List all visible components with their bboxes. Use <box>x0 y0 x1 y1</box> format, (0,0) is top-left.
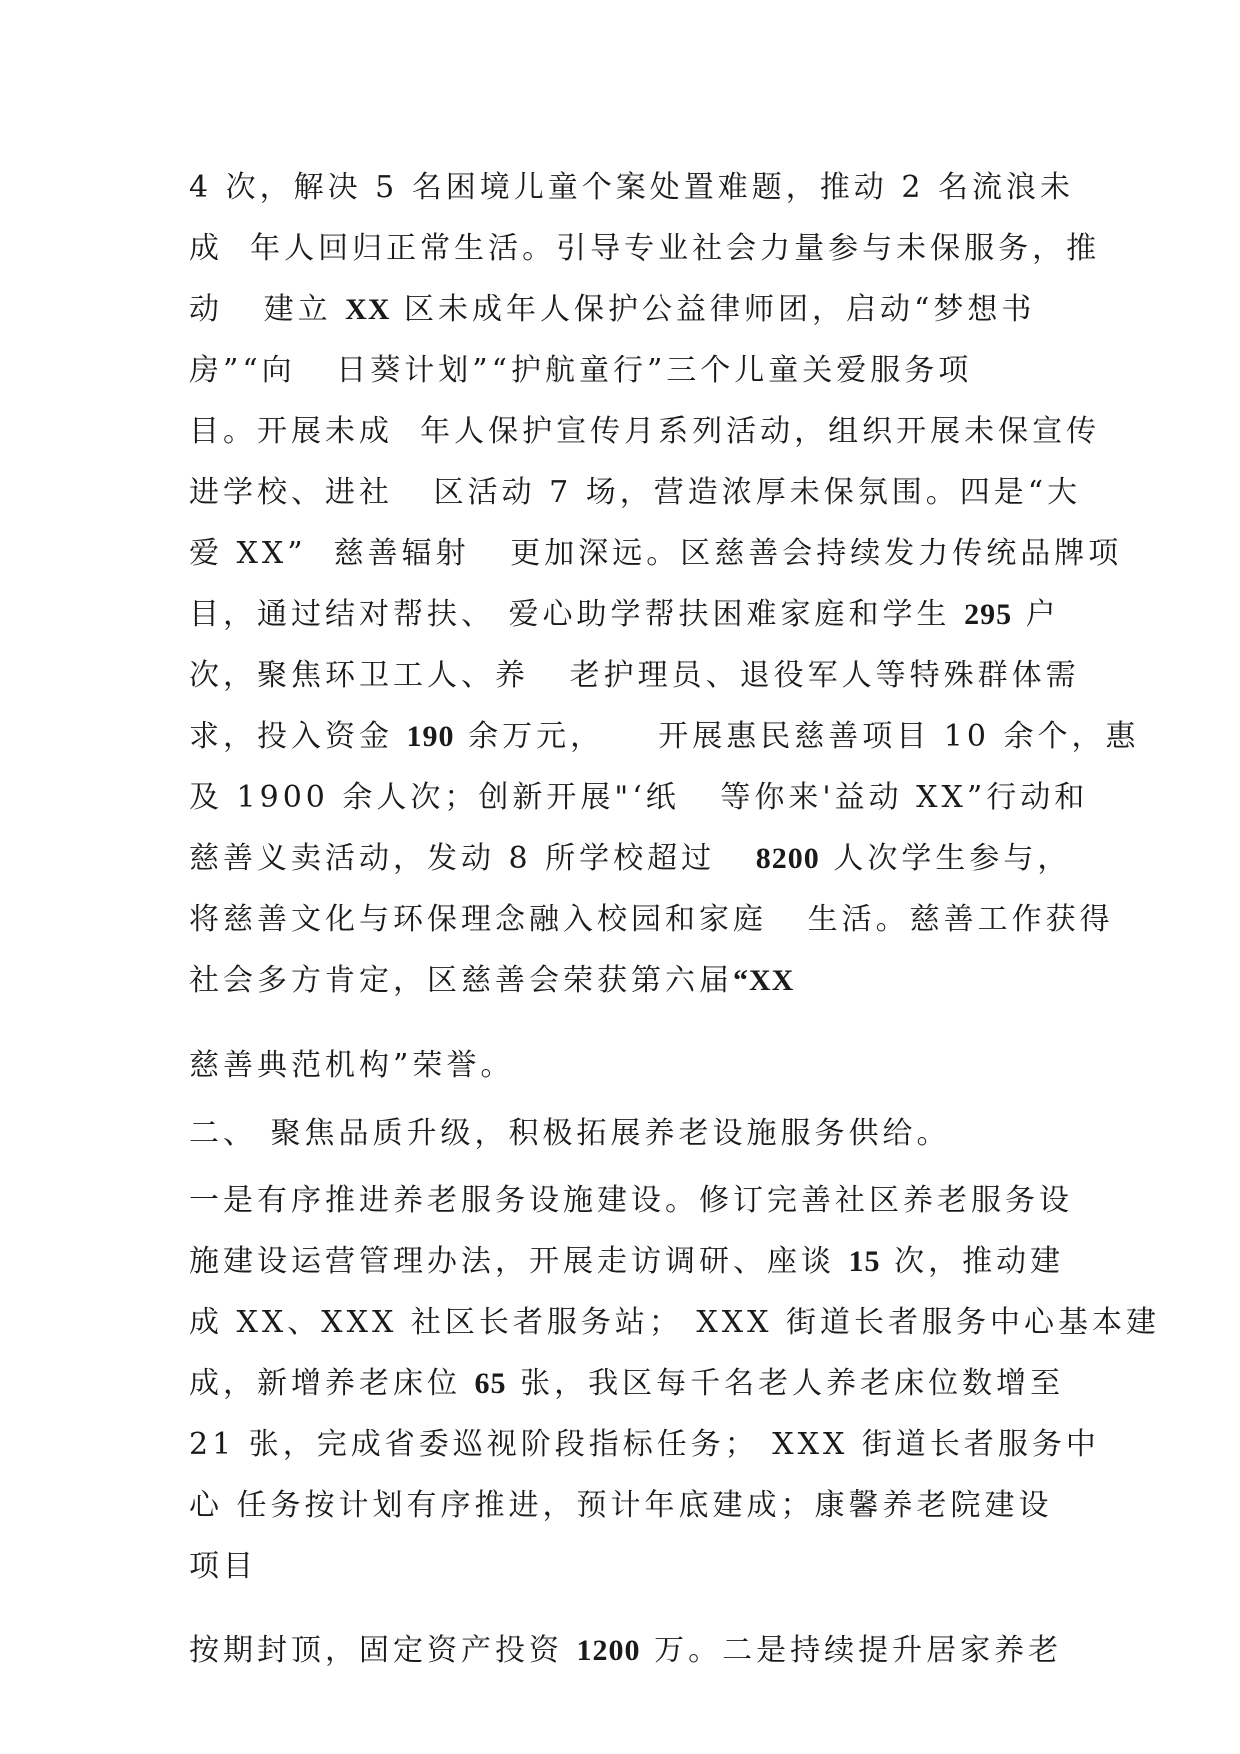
text-line <box>189 1425 1100 1465</box>
text-segment: 余万元， 开展惠民慈善项目 10 余个，惠 <box>454 719 1140 754</box>
bold-figure: XX <box>345 293 391 326</box>
text-line <box>189 412 1100 452</box>
text-segment: 爱 XX” 慈善辐射 更加深远。区慈善会持续发力传统品牌项 <box>189 536 1123 571</box>
text-segment: 成 年人回归正常生活。引导专业社会力量参与未保服务，推 <box>189 231 1101 266</box>
text-line <box>189 961 794 1001</box>
text-line <box>189 534 1122 574</box>
text-line <box>189 1181 1073 1221</box>
text-line <box>189 778 1088 818</box>
section-heading <box>189 1114 951 1154</box>
text-segment: 次，推动建 <box>880 1244 1065 1279</box>
text-segment: 二、 聚焦品质升级，积极拓展养老设施服务供给。 <box>189 1116 951 1151</box>
text-line <box>189 1242 1064 1282</box>
text-line <box>189 1486 1053 1526</box>
text-segment: 将慈善文化与环保理念融入校园和家庭 生活。慈善工作获得 <box>189 902 1114 937</box>
text-line <box>189 1046 514 1086</box>
text-line <box>189 351 972 391</box>
text-segment: 成，新增养老床位 <box>189 1366 475 1401</box>
text-line <box>189 900 1114 940</box>
text-segment: 按期封顶，固定资产投资 <box>189 1633 577 1668</box>
bold-figure: 190 <box>406 720 455 753</box>
text-segment: 户 <box>1012 597 1060 632</box>
text-line <box>189 717 1139 757</box>
text-segment: 张，我区每千名老人养老床位数增至 <box>506 1366 1065 1401</box>
text-line <box>189 1631 1062 1671</box>
text-line <box>189 1364 1064 1404</box>
text-segment: 慈善义卖活动，发动 8 所学校超过 <box>189 841 756 876</box>
bold-figure: 15 <box>848 1245 881 1278</box>
text-segment: 一是有序推进养老服务设施建设。修订完善社区养老服务设 <box>189 1183 1073 1218</box>
bold-figure: 65 <box>474 1367 507 1400</box>
text-segment: 及 1900 余人次；创新开展"‘纸 等你来'益动 XX”行动和 <box>189 780 1089 815</box>
text-line <box>189 1547 257 1587</box>
text-segment: 房”“向 日葵计划”“护航童行”三个儿童关爱服务项 <box>189 353 973 388</box>
text-segment: 人次学生参与， <box>819 841 1072 876</box>
text-segment: 21 张，完成省委巡视阶段指标任务； XXX 街道长者服务中 <box>189 1427 1100 1462</box>
text-segment: 心 任务按计划有序推进，预计年底建成；康馨养老院建设 <box>189 1488 1053 1523</box>
text-segment: 施建设运营管理办法，开展走访调研、座谈 <box>189 1244 849 1279</box>
text-line <box>189 839 1071 879</box>
text-segment: 项目 <box>189 1549 257 1584</box>
text-line <box>189 1303 1160 1343</box>
text-segment: 进学校、进社 区活动 7 场，营造浓厚未保氛围。四是“大 <box>189 475 1082 510</box>
text-segment: 目。开展未成 年人保护宣传月系列活动，组织开展未保宣传 <box>189 414 1101 449</box>
text-segment: 求，投入资金 <box>189 719 407 754</box>
text-segment: 目，通过结对帮扶、 爱心助学帮扶困难家庭和学生 <box>189 597 965 632</box>
text-line <box>189 595 1060 635</box>
text-segment: 成 XX、XXX 社区长者服务站； XXX 街道长者服务中心基本建 <box>189 1305 1161 1340</box>
text-segment: 次，聚焦环卫工人、养 老护理员、退役军人等特殊群体需 <box>189 658 1080 693</box>
text-segment: 区未成年人保护公益律师团，启动“梦想书 <box>390 292 1036 327</box>
text-line <box>189 473 1081 513</box>
bold-figure: 295 <box>964 598 1013 631</box>
text-segment: 4 次，解决 5 名困境儿童个案处置难题，推动 2 名流浪未 <box>189 170 1074 205</box>
text-line <box>189 290 1035 330</box>
bold-figure: 1200 <box>576 1634 641 1667</box>
text-segment: 动 建立 <box>189 292 346 327</box>
text-line <box>189 168 1074 208</box>
bold-figure: 8200 <box>755 842 820 875</box>
text-line <box>189 656 1080 696</box>
bold-figure: “XX <box>733 964 795 997</box>
text-segment: 社会多方肯定，区慈善会荣获第六届 <box>189 963 733 998</box>
text-segment: 慈善典范机构”荣誉。 <box>189 1048 515 1083</box>
text-segment: 万。二是持续提升居家养老 <box>640 1633 1063 1668</box>
text-line <box>189 229 1100 269</box>
